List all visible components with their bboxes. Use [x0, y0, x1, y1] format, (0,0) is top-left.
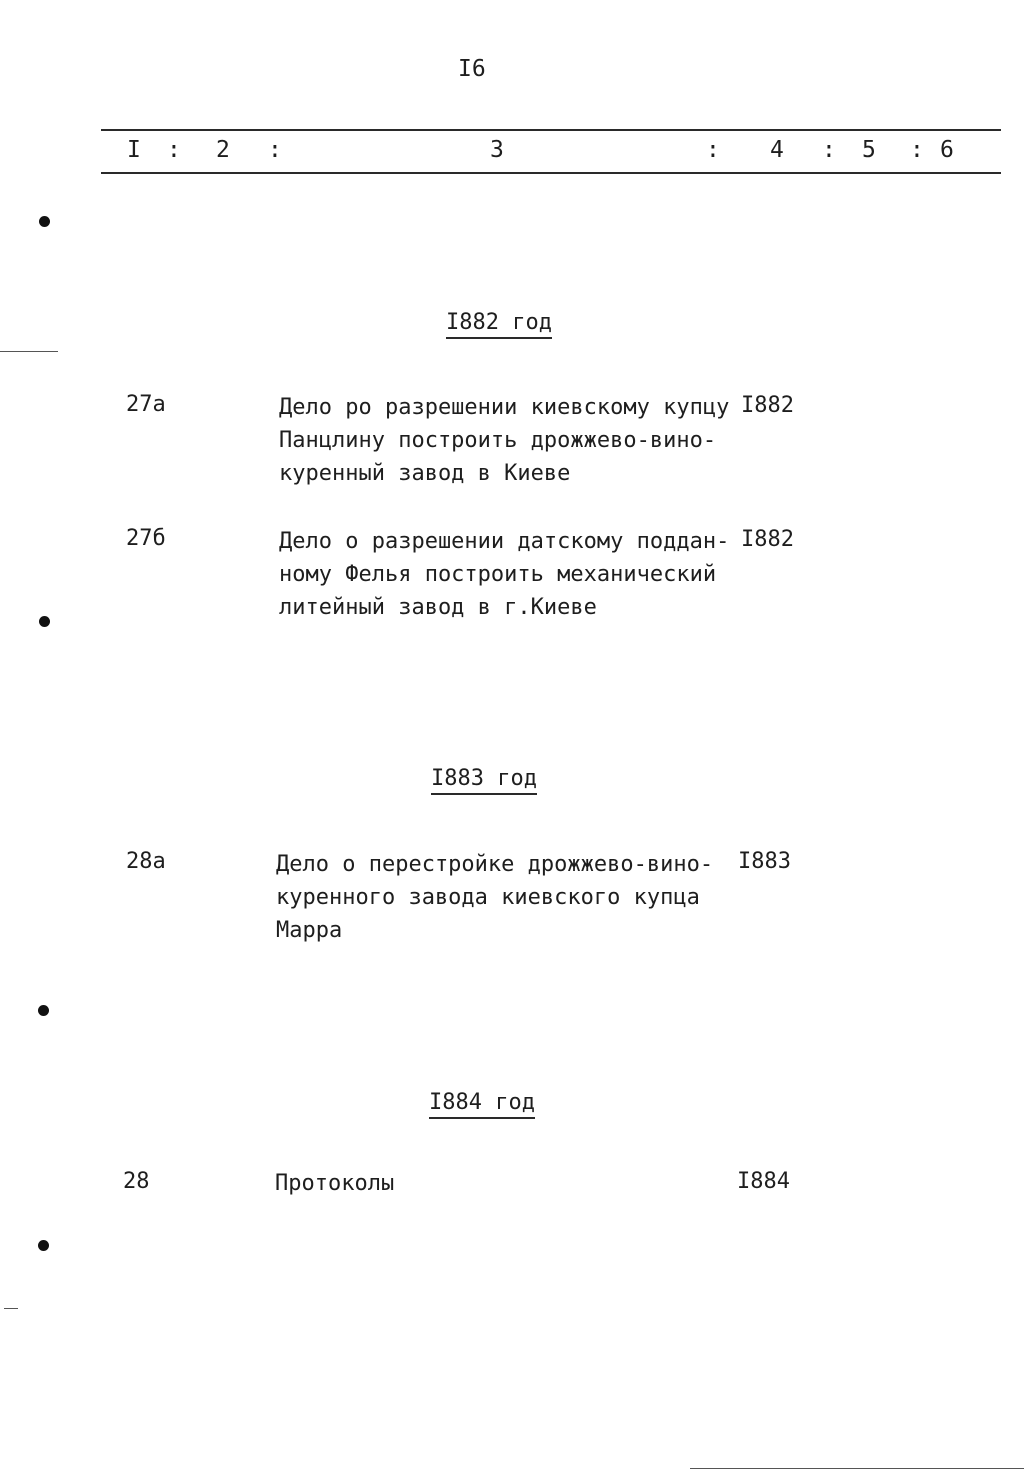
entry-year: I884 [737, 1169, 790, 1194]
entry-year: I882 [741, 527, 794, 552]
year-heading: I882 год [446, 310, 552, 339]
entry-number: 27б [126, 526, 166, 551]
entry-line: куренного завода киевского купца [276, 885, 700, 910]
column-separator: : [910, 137, 924, 163]
punch-hole [39, 216, 50, 227]
column-header-6: 6 [940, 137, 954, 163]
page-number: I6 [458, 56, 486, 82]
punch-hole [38, 1240, 49, 1251]
entry-line: Панцлину построить дрожжево-вино- [279, 428, 717, 453]
column-header-4: 4 [770, 137, 784, 163]
punch-hole [39, 616, 50, 627]
column-separator: : [822, 137, 836, 163]
column-separator: : [167, 137, 181, 163]
year-heading: I884 год [429, 1090, 535, 1119]
entry-line: Дело о разрешении датскому поддан- [279, 529, 730, 554]
column-header-2: 2 [216, 137, 230, 163]
header-top-rule [101, 129, 1001, 131]
punch-hole [38, 1005, 49, 1016]
entry-description [279, 391, 729, 490]
year-heading: I883 год [431, 766, 537, 795]
entry-description [279, 525, 729, 624]
entry-line: литейный завод в г.Киеве [279, 595, 597, 620]
scan-edge-mark [690, 1468, 1024, 1469]
entry-number: 28а [126, 849, 166, 874]
entry-line: куренный завод в Киеве [279, 461, 571, 486]
column-header-3: 3 [490, 137, 504, 163]
entry-description [276, 848, 713, 947]
entry-line: Дело о перестройке дрожжево-вино- [276, 852, 714, 877]
column-header-5: 5 [862, 137, 876, 163]
entry-year: I883 [738, 849, 791, 874]
entry-number: 28 [123, 1169, 150, 1194]
entry-number: 27а [126, 392, 166, 417]
column-separator: : [706, 137, 720, 163]
entry-description [275, 1167, 394, 1200]
header-bottom-rule [101, 172, 1001, 174]
entry-line: ному Фелья построить механический [279, 562, 717, 587]
scan-edge-mark [0, 351, 58, 352]
column-header-1: I [127, 137, 141, 163]
entry-year: I882 [741, 393, 794, 418]
column-separator: : [268, 137, 282, 163]
entry-line: Протоколы [275, 1171, 395, 1196]
entry-line: Дело ро разрешении киевскому купцу [279, 395, 730, 420]
scan-edge-mark [4, 1308, 18, 1309]
entry-line: Марра [276, 918, 343, 943]
